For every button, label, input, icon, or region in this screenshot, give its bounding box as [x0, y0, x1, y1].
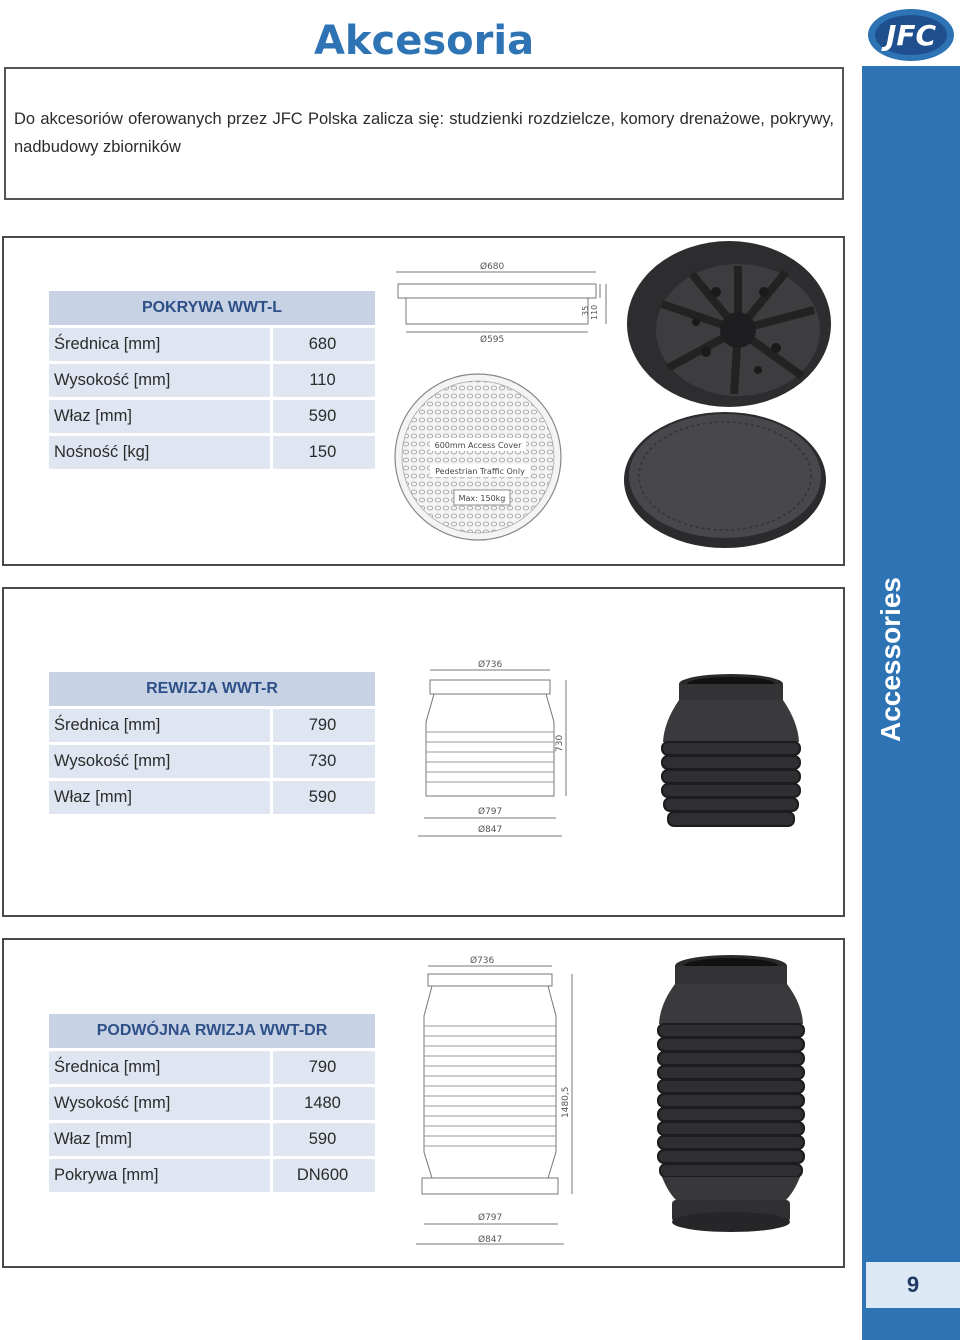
svg-text:Ø736: Ø736 — [470, 956, 495, 966]
svg-text:Ø797: Ø797 — [478, 807, 503, 817]
table-row: Właz [mm] 590 — [49, 781, 375, 814]
svg-text:Ø847: Ø847 — [478, 1235, 503, 1245]
svg-text:35: 35 — [581, 305, 590, 316]
svg-text:Max: 150kg: Max: 150kg — [458, 494, 506, 503]
svg-text:Ø680: Ø680 — [480, 262, 505, 272]
cover-top-drawing — [394, 368, 562, 546]
table-row: Właz [mm] 590 — [49, 1123, 375, 1156]
table-row: Wysokość [mm] 1480 — [49, 1087, 375, 1120]
spec-table-cover — [49, 288, 375, 472]
jfc-logo — [866, 6, 956, 64]
spec-table-title: PODWÓJNA RWIZJA WWT-DR — [49, 1014, 375, 1048]
table-row: Nośność [kg] 150 — [49, 436, 375, 469]
double-riser-photo — [656, 952, 806, 1250]
table-row: Średnica [mm] 680 — [49, 328, 375, 361]
sidebar-label — [860, 576, 918, 750]
svg-text:Ø736: Ø736 — [478, 660, 503, 670]
sidebar-label-text: Accessories — [875, 576, 906, 742]
intro-box — [4, 67, 844, 200]
spec-table-title: POKRYWA WWT-L — [49, 291, 375, 325]
table-row: Właz [mm] 590 — [49, 400, 375, 433]
svg-text:110: 110 — [590, 304, 599, 320]
svg-text:1480,5: 1480,5 — [561, 1086, 571, 1118]
table-row: Wysokość [mm] 110 — [49, 364, 375, 397]
page-number: 9 — [866, 1262, 960, 1308]
spec-table-double-riser — [49, 1011, 375, 1195]
spec-table-title: REWIZJA WWT-R — [49, 672, 375, 706]
page-title: Akcesoria — [313, 18, 535, 64]
logo-text: JFC — [885, 19, 937, 52]
table-row: Pokrywa [mm] DN600 — [49, 1159, 375, 1192]
svg-text:600mm Access Cover: 600mm Access Cover — [434, 441, 522, 450]
svg-text:730: 730 — [555, 734, 565, 752]
riser-drawing — [416, 656, 576, 840]
svg-text:Ø797: Ø797 — [478, 1213, 503, 1223]
intro-text: Do akcesoriów oferowanych przez JFC Polska zalicza się: studzienki rozdzielcze, komory drenażowe, pokrywy, nadbudowy zbiorników — [14, 110, 834, 156]
riser-photo — [660, 672, 802, 832]
double-riser-drawing — [412, 952, 584, 1252]
svg-text:Ø595: Ø595 — [480, 335, 505, 345]
cover-top-photo — [622, 405, 828, 551]
table-row: Średnica [mm] 790 — [49, 1051, 375, 1084]
spec-table-riser — [49, 669, 375, 817]
table-row: Wysokość [mm] 730 — [49, 745, 375, 778]
svg-text:Pedestrian Traffic Only: Pedestrian Traffic Only — [435, 467, 525, 476]
cover-underside-photo — [626, 240, 832, 408]
svg-text:Ø847: Ø847 — [478, 825, 503, 835]
table-row: Średnica [mm] 790 — [49, 709, 375, 742]
cover-side-drawing — [392, 258, 608, 348]
